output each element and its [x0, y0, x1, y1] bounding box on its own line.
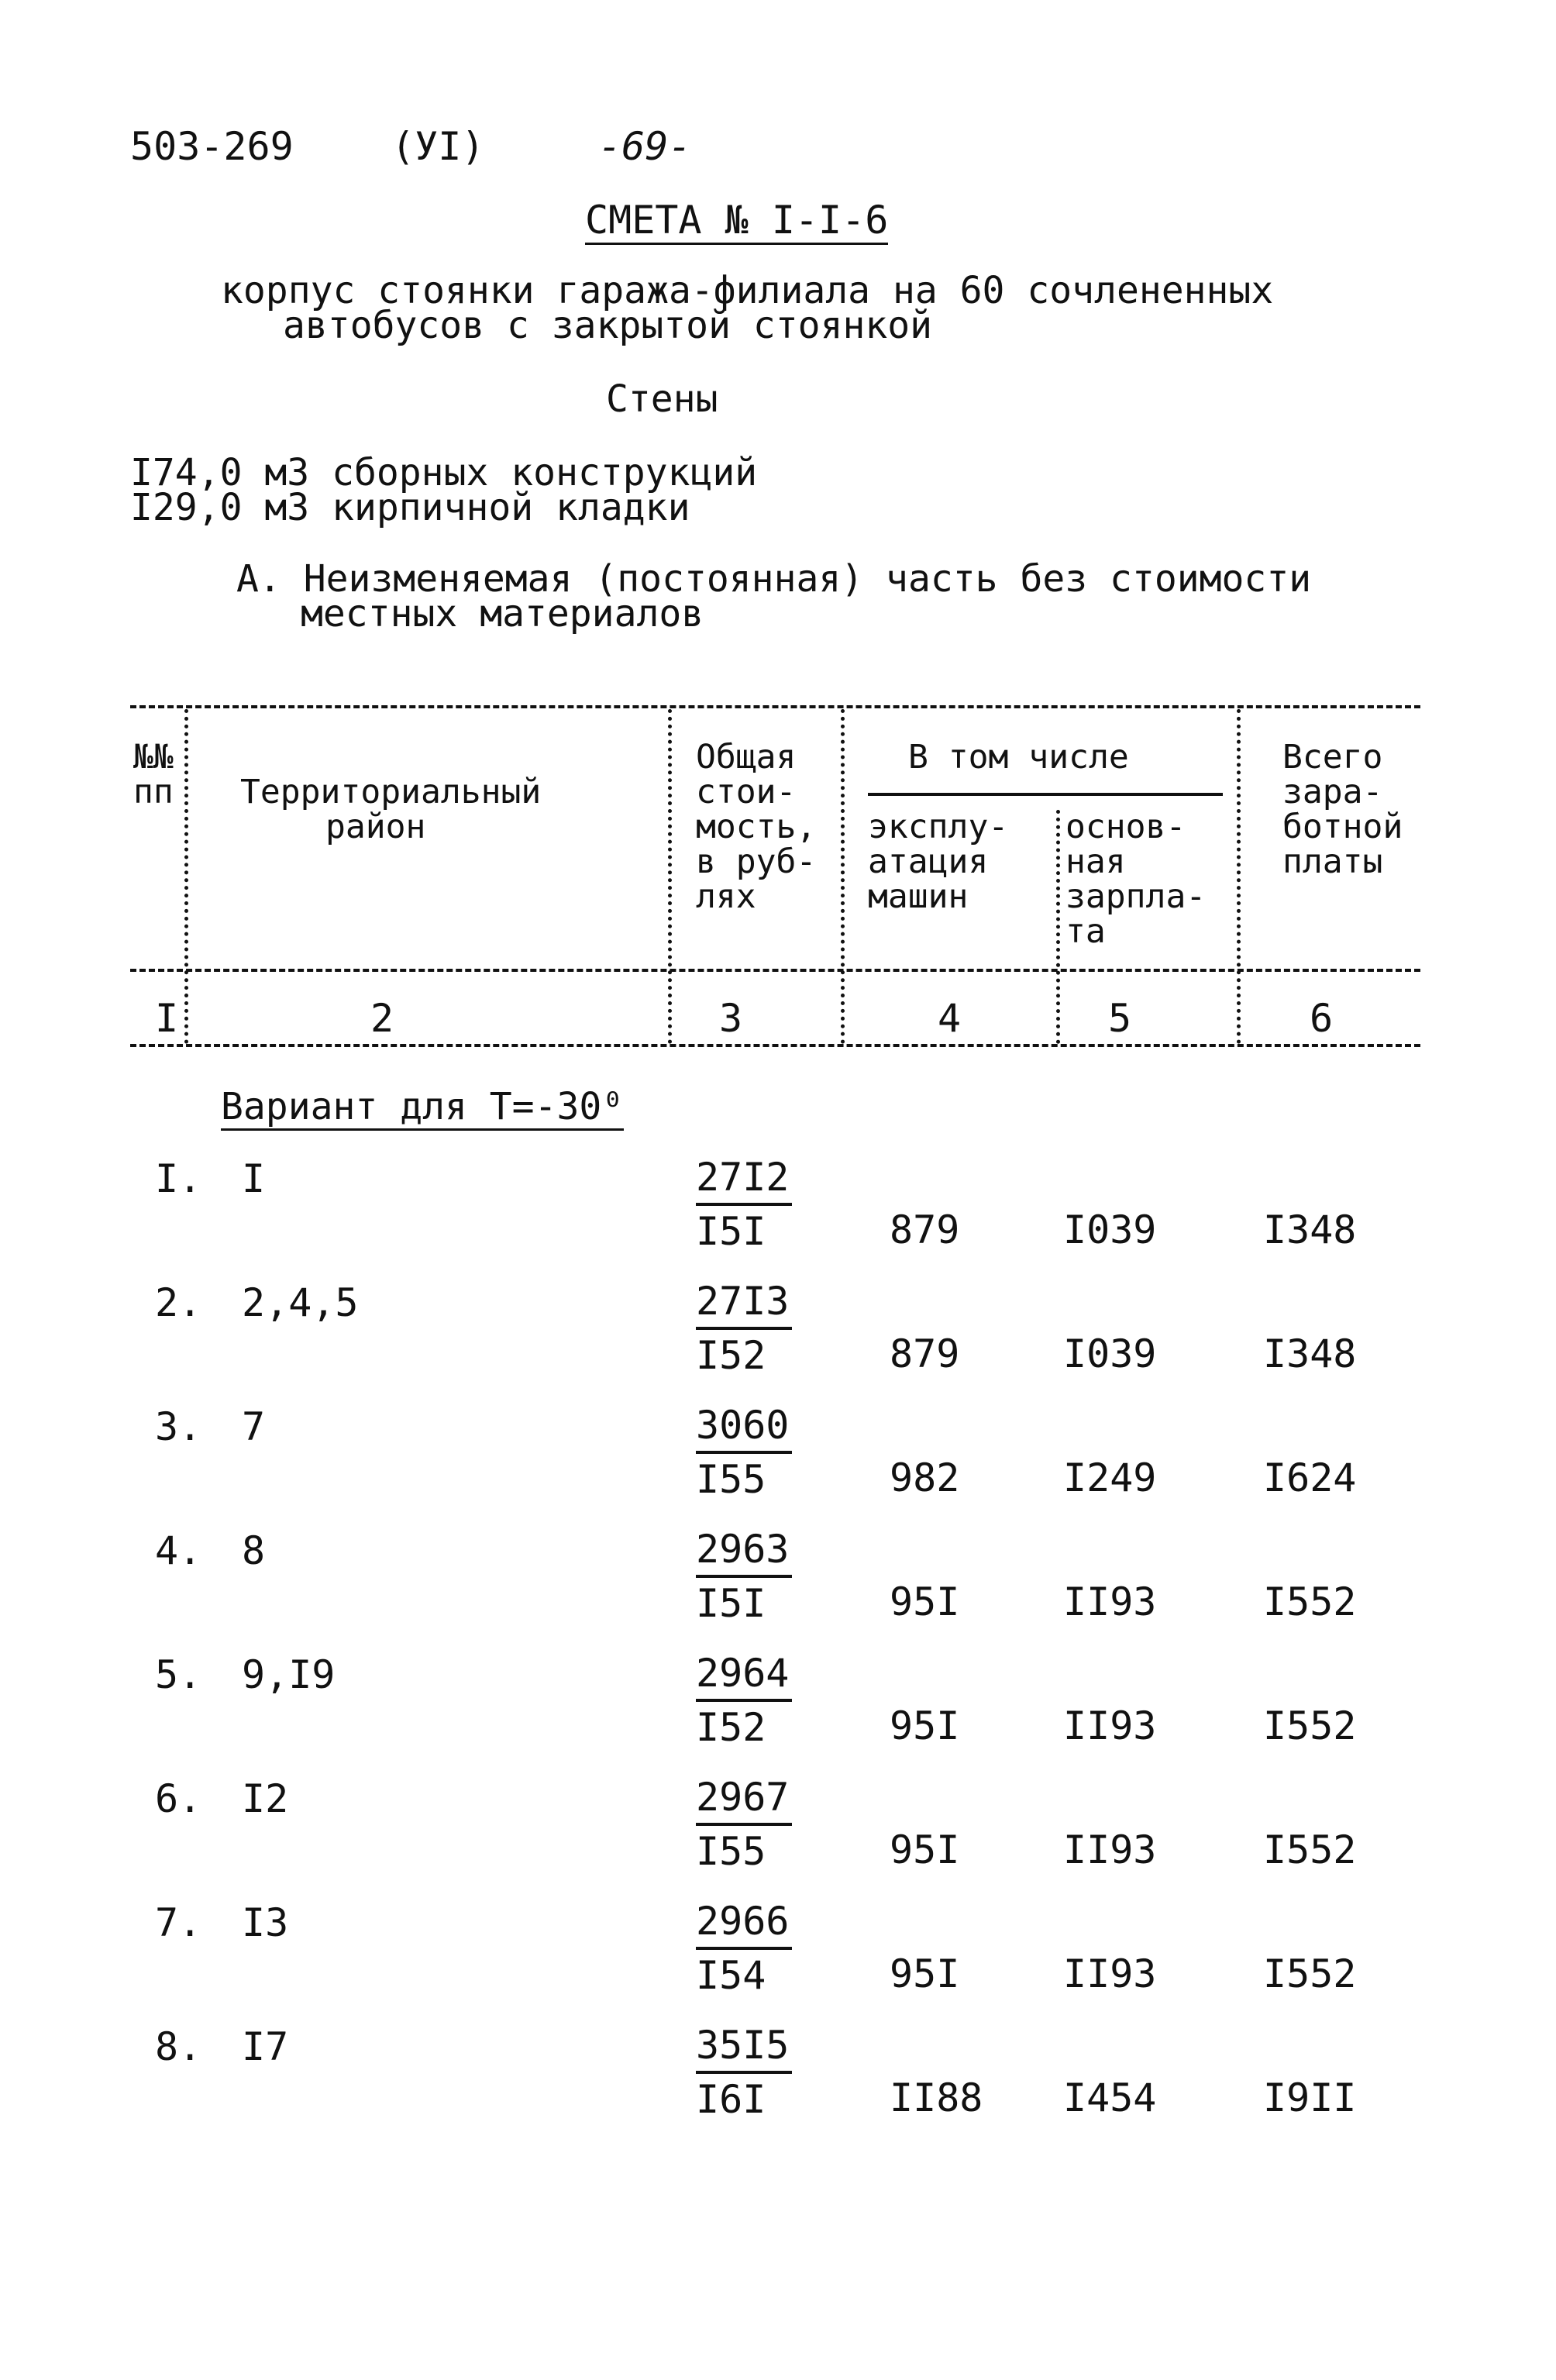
row-total-cost-top: 2967: [696, 1772, 792, 1826]
row-base-wage: II93: [1063, 1703, 1157, 1748]
header-col2-line2: район: [325, 808, 426, 846]
row-total-cost-top: 2966: [696, 1896, 792, 1950]
row-total-cost: [696, 1400, 792, 1505]
row-number: 3.: [155, 1404, 202, 1449]
row-base-wage: I249: [1063, 1455, 1157, 1500]
row-region: I: [242, 1156, 266, 1201]
row-total-cost: [696, 1896, 792, 2001]
header-col5-line3: зарпла-: [1065, 877, 1207, 916]
row-base-wage: I454: [1063, 2075, 1157, 2120]
header-col4-line3: машин: [868, 877, 969, 916]
row-region: I3: [242, 1900, 289, 1945]
header-col3-line1: Общая: [696, 738, 797, 777]
section-number: (УI): [391, 124, 485, 169]
row-total-cost: [696, 1276, 792, 1381]
row-total-cost: [696, 1524, 792, 1629]
row-total-wage: I552: [1263, 1951, 1357, 1996]
row-number: 5.: [155, 1652, 202, 1697]
row-machines: 95I: [890, 1951, 960, 1996]
header-col2-line1: Территориальный: [240, 773, 542, 811]
row-machines: 95I: [890, 1703, 960, 1748]
row-base-wage: I039: [1063, 1207, 1157, 1252]
group-rule: [868, 793, 1223, 796]
row-machines: 982: [890, 1455, 960, 1500]
col-number-4: 4: [938, 996, 962, 1041]
row-number: 4.: [155, 1528, 202, 1573]
row-region: 2,4,5: [242, 1280, 359, 1325]
header-col6-line3: ботной: [1282, 808, 1403, 846]
row-total-cost-top: 27I3: [696, 1276, 792, 1330]
col-divider-4: [1056, 810, 1060, 1044]
row-base-wage: II93: [1063, 1827, 1157, 1872]
description-line-1: корпус стоянки гаража-филиала на 60 сочлененных: [221, 269, 1274, 312]
row-total-cost: [696, 1648, 792, 1753]
header-col4-line1: эксплу-: [868, 808, 1009, 846]
header-col3-line3: мость,: [696, 808, 817, 846]
row-total-cost-bottom: I6I: [696, 2077, 766, 2122]
row-total-cost-bottom: I5I: [696, 1581, 766, 1626]
page-number: -69-: [598, 124, 692, 169]
variant-label: Вариант для Т=-30⁰: [221, 1085, 624, 1131]
description-line-2: автобусов с закрытой стоянкой: [283, 304, 933, 347]
col-number-1: I: [155, 996, 179, 1041]
row-region: 7: [242, 1404, 266, 1449]
row-total-wage: I552: [1263, 1579, 1357, 1624]
part-a-line-1: А. Неизменяемая (постоянная) часть без стоимости: [236, 557, 1312, 601]
row-total-cost-top: 27I2: [696, 1152, 792, 1206]
row-total-cost-bottom: I55: [696, 1457, 766, 1502]
row-region: I7: [242, 2024, 289, 2069]
header-col5-line2: ная: [1065, 842, 1126, 881]
col-divider-5: [1237, 709, 1241, 1044]
row-machines: 95I: [890, 1827, 960, 1872]
header-col5-line4: та: [1065, 912, 1106, 951]
row-total-cost-bottom: I52: [696, 1705, 766, 1750]
col-number-2: 2: [370, 996, 394, 1041]
row-total-cost-top: 2964: [696, 1648, 792, 1702]
row-region: 9,I9: [242, 1652, 336, 1697]
row-total-cost-top: 3060: [696, 1400, 792, 1454]
row-machines: 879: [890, 1331, 960, 1376]
estimate-title: СМЕТА № I-I-6: [585, 198, 888, 245]
row-total-cost: [696, 1772, 792, 1877]
header-group-label: В том числе: [908, 738, 1129, 777]
row-total-wage: I624: [1263, 1455, 1357, 1500]
row-number: 6.: [155, 1776, 202, 1821]
col-divider-3: [841, 709, 845, 1044]
col-number-3: 3: [719, 996, 743, 1041]
row-region: I2: [242, 1776, 289, 1821]
part-a-line-2: местных материалов: [301, 592, 704, 635]
row-total-cost-top: 35I5: [696, 2020, 792, 2074]
row-number: 7.: [155, 1900, 202, 1945]
row-number: 2.: [155, 1280, 202, 1325]
row-region: 8: [242, 1528, 266, 1573]
header-col1-line2: пп: [133, 773, 174, 811]
header-col4-line2: атация: [868, 842, 989, 881]
header-col6-line4: платы: [1282, 842, 1383, 881]
header-col6-line2: зара-: [1282, 773, 1383, 811]
row-total-wage: I348: [1263, 1331, 1357, 1376]
header-col6-line1: Всего: [1282, 738, 1383, 777]
row-machines: 95I: [890, 1579, 960, 1624]
col-divider-1: [184, 709, 188, 1044]
row-total-wage: I348: [1263, 1207, 1357, 1252]
volume-line-1: I74,0 м3 сборных конструкций: [130, 451, 758, 494]
header-col3-line5: лях: [696, 877, 756, 916]
col-number-6: 6: [1310, 996, 1334, 1041]
row-total-cost-bottom: I52: [696, 1333, 766, 1378]
row-total-cost-bottom: I5I: [696, 1209, 766, 1254]
header-col5-line1: основ-: [1065, 808, 1186, 846]
row-base-wage: II93: [1063, 1579, 1157, 1624]
subject-title: Стены: [606, 377, 718, 421]
row-number: I.: [155, 1156, 202, 1201]
row-total-cost-bottom: I55: [696, 1829, 766, 1874]
row-total-cost-bottom: I54: [696, 1953, 766, 1998]
row-total-wage: I9II: [1263, 2075, 1357, 2120]
row-total-wage: I552: [1263, 1703, 1357, 1748]
col-divider-2: [668, 709, 672, 1044]
row-number: 8.: [155, 2024, 202, 2069]
numbers-bottom-rule: [130, 1044, 1420, 1047]
header-col3-line4: в руб-: [696, 842, 817, 881]
row-base-wage: I039: [1063, 1331, 1157, 1376]
header-bottom-rule: [130, 969, 1420, 972]
row-total-cost-top: 2963: [696, 1524, 792, 1578]
volume-line-2: I29,0 м3 кирпичной кладки: [130, 486, 690, 529]
row-machines: 879: [890, 1207, 960, 1252]
row-total-cost: [696, 2020, 792, 2125]
row-base-wage: II93: [1063, 1951, 1157, 1996]
header-col3-line2: стои-: [696, 773, 797, 811]
col-number-5: 5: [1108, 996, 1132, 1041]
header-col1-line1: №№: [133, 738, 174, 777]
row-machines: II88: [890, 2075, 983, 2120]
row-total-cost: [696, 1152, 792, 1257]
table-top-rule: [130, 705, 1420, 708]
row-total-wage: I552: [1263, 1827, 1357, 1872]
document-code: 503-269: [130, 124, 294, 169]
